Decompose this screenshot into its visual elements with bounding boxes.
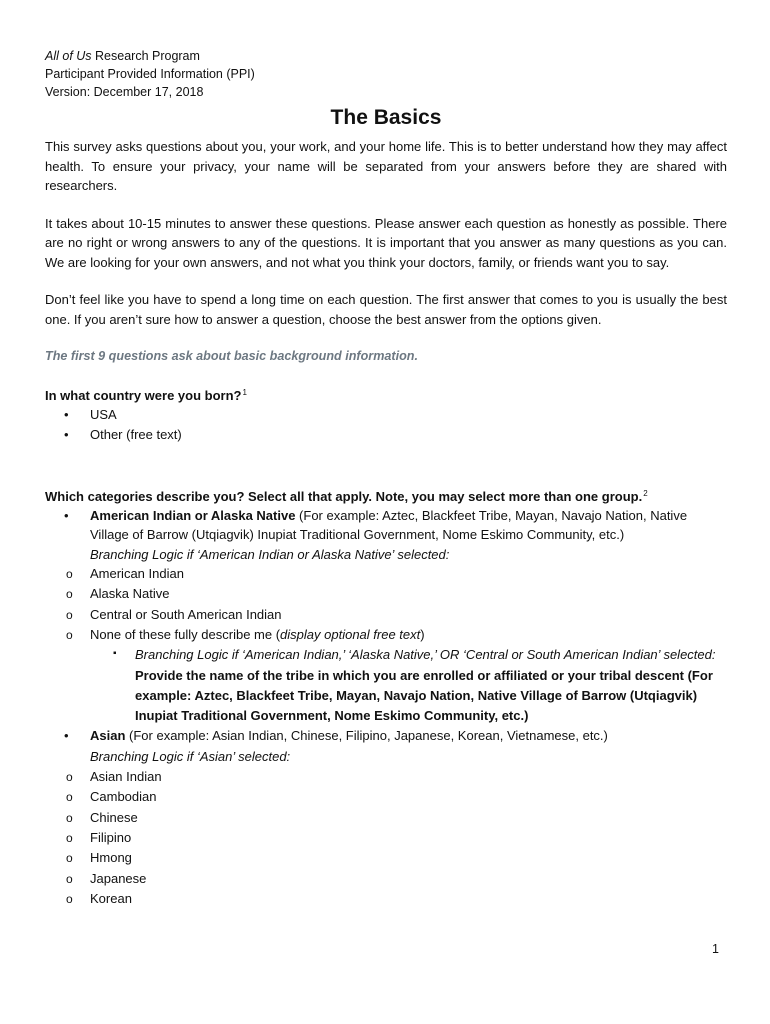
sub-option-central-south-american-indian[interactable] bbox=[45, 605, 727, 625]
option-label-italic: display optional free text bbox=[280, 626, 421, 642]
sub-option-korean[interactable] bbox=[45, 889, 727, 909]
sub-option-none-of-these[interactable] bbox=[45, 625, 727, 726]
circle-bullet-icon: o bbox=[66, 830, 73, 845]
tribe-followup bbox=[45, 645, 727, 726]
option-other[interactable] bbox=[45, 425, 727, 445]
paragraph-3: Don’t feel like you have to spend a long time on each question. The first answer that comes to you is usually the best one. If you aren’t sure how to answer a question, choose the best answer from the options given. bbox=[45, 292, 727, 327]
sub-option-american-indian[interactable] bbox=[45, 564, 727, 584]
option-label: Hmong bbox=[90, 850, 132, 866]
question-text: In what country were you born? bbox=[45, 388, 242, 403]
option-label: None of these fully describe me ( bbox=[90, 626, 281, 642]
bullet-icon: • bbox=[64, 507, 69, 523]
version-line: Version: December 17, 2018 bbox=[45, 85, 204, 99]
bullet-icon: • bbox=[64, 407, 69, 422]
sub-options bbox=[45, 564, 727, 726]
circle-bullet-icon: o bbox=[66, 790, 73, 805]
sub-option-hmong[interactable] bbox=[45, 848, 727, 868]
sub-option-cambodian[interactable] bbox=[45, 787, 727, 807]
option-label: Filipino bbox=[90, 829, 132, 845]
option-label: Asian Indian bbox=[90, 769, 162, 785]
paragraph-2: It takes about 10-15 minutes to answer these questions. Please answer each question as honestly as possible. There are no right or wrong answers to any of the questions. It is important that you answer as many questions as you can. We are looking for your own answers, and not what you think your doctors, family, or friends want you to say. bbox=[45, 215, 727, 270]
category-options bbox=[45, 506, 727, 910]
country-options bbox=[45, 405, 727, 446]
option-label-end: ) bbox=[420, 626, 425, 642]
category-american-indian-alaska-native[interactable] bbox=[45, 506, 727, 727]
circle-bullet-icon: o bbox=[66, 607, 73, 622]
sub-option-asian-indian[interactable] bbox=[45, 767, 727, 787]
footnote-marker: 1 bbox=[242, 388, 247, 397]
circle-bullet-icon: o bbox=[66, 627, 73, 642]
tribe-prompt: Provide the name of the tribe in which you are enrolled or affiliated or your tribal descent (For example: Aztec, Blackfeet Tribe, Mayan, Navajo Nation, Native Village of Barrow (Utqiagvik) Inupiat Traditional Government, Nome Eskimo Community, etc.) bbox=[135, 667, 713, 724]
square-bullet-icon: ▪ bbox=[113, 648, 117, 660]
page-title: The Basics bbox=[330, 106, 442, 129]
category-asian[interactable] bbox=[45, 726, 727, 909]
paragraph-1: This survey asks questions about you, your work, and your home life. This is to better understand how they may affect health. To ensure your privacy, your name will be separated from your answers before they are shared with researchers. bbox=[45, 139, 727, 193]
section-intro: The first 9 questions ask about basic background information. bbox=[45, 349, 418, 363]
option-label: Korean bbox=[90, 890, 132, 906]
question-categories bbox=[45, 487, 727, 506]
program-name-italic: All of Us bbox=[45, 49, 92, 63]
footnote-marker: 2 bbox=[643, 488, 648, 498]
question-text: Which categories describe you? Select all that apply. Note, you may select more than one group. bbox=[45, 488, 643, 504]
document-header bbox=[45, 47, 727, 101]
sub-options bbox=[45, 767, 727, 909]
sub-option-japanese[interactable] bbox=[45, 869, 727, 889]
page-number: 1 bbox=[712, 942, 719, 956]
program-name bbox=[45, 47, 727, 65]
option-label: Alaska Native bbox=[90, 586, 170, 602]
tribe-followup-item bbox=[45, 645, 727, 726]
category-name: American Indian or Alaska Native bbox=[90, 507, 296, 523]
circle-bullet-icon: o bbox=[66, 567, 73, 582]
circle-bullet-icon: o bbox=[66, 871, 73, 886]
category-name: Asian bbox=[90, 728, 126, 744]
spacer bbox=[45, 446, 727, 487]
category-example: (For example: Aztec, Blackfeet Tribe, Mayan, Navajo Nation, Native Village of Barrow (Utqiagvik) Inupiat Traditional Government, Nome Eskimo Community, etc.) bbox=[90, 507, 688, 543]
option-label: American Indian bbox=[90, 566, 184, 582]
branching-logic: Branching Logic if ‘American Indian or Alaska Native’ selected: bbox=[90, 546, 450, 562]
option-label: Cambodian bbox=[90, 789, 157, 805]
option-label: Chinese bbox=[90, 809, 138, 825]
branching-logic: Branching Logic if ‘American Indian,’ ‘Alaska Native,’ OR ‘Central or South American Indian’ selected: bbox=[135, 647, 716, 663]
branching-logic: Branching Logic if ‘Asian’ selected: bbox=[90, 748, 291, 764]
circle-bullet-icon: o bbox=[66, 587, 73, 602]
option-label: USA bbox=[90, 407, 117, 422]
bullet-icon: • bbox=[64, 427, 69, 443]
circle-bullet-icon: o bbox=[66, 891, 73, 906]
bullet-icon: • bbox=[64, 728, 69, 744]
category-example: (For example: Asian Indian, Chinese, Filipino, Japanese, Korean, Vietnamese, etc.) bbox=[125, 728, 608, 744]
sub-option-alaska-native[interactable] bbox=[45, 584, 727, 604]
option-usa[interactable] bbox=[45, 405, 727, 425]
option-label: Japanese bbox=[90, 870, 147, 886]
program-name-rest: Research Program bbox=[91, 49, 200, 63]
circle-bullet-icon: o bbox=[66, 810, 73, 825]
sub-option-filipino[interactable] bbox=[45, 828, 727, 848]
question-country-born bbox=[45, 386, 727, 405]
option-label: Other (free text) bbox=[90, 427, 182, 443]
circle-bullet-icon: o bbox=[66, 851, 73, 866]
option-label: Central or South American Indian bbox=[90, 606, 282, 622]
sub-option-chinese[interactable] bbox=[45, 808, 727, 828]
document-page bbox=[45, 47, 727, 909]
circle-bullet-icon: o bbox=[66, 770, 73, 785]
ppi-line: Participant Provided Information (PPI) bbox=[45, 67, 255, 81]
